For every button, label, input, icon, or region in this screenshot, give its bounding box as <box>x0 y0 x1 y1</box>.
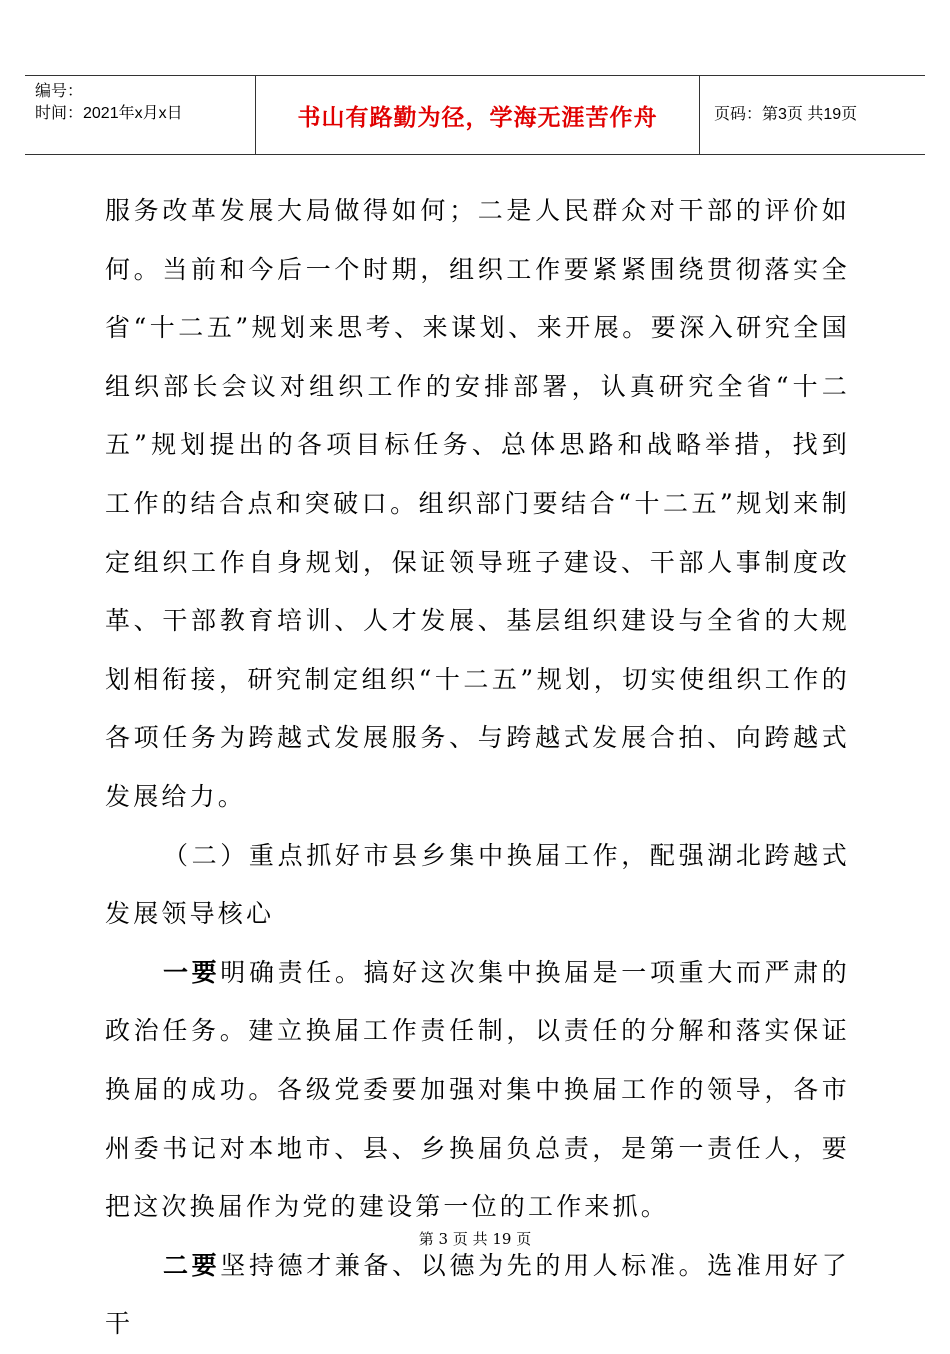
paragraph-4-text: 坚持德才兼备、以德为先的用人标准。选准用好了干 <box>105 1250 851 1339</box>
document-body <box>105 182 850 1354</box>
paragraph-4-lead: 二要 <box>163 1250 221 1280</box>
paragraph-3 <box>105 944 850 1237</box>
paragraph-1: 服务改革发展大局做得如何；二是人民群众对干部的评价如何。当前和今后一个时期，组织工作要紧紧围绕贯彻落实全省“十二五”规划来思考、来谋划、来开展。要深入研究全国组织部长会议对组织工作的安排部署，认真研究全省“十二五”规划提出的各项目标任务、总体思路和战略举措，找到工作的结合点和突破口。组织部门要结合“十二五”规划来制定组织工作自身规划，保证领导班子建设、干部人事制度改革、干部教育培训、人才发展、基层组织建设与全省的大规划相衔接，研究制定组织“十二五”规划，切实使组织工作的各项任务为跨越式发展服务、与跨越式发展合拍、向跨越式发展给力。 <box>105 196 850 811</box>
serial-number-label: 编号： <box>35 83 84 100</box>
paragraph-3-text: 明确责任。搞好这次集中换届是一项重大而严肃的政治任务。建立换届工作责任制，以责任的分解和落实保证换届的成功。各级党委要加强对集中换届工作的领导，各市州委书记对本地市、县、乡换届负总责，是第一责任人，要把这次换届作为党的建设第一位的工作来抓。 <box>105 957 851 1222</box>
header-page-number: 页码：第3页 共19页 <box>714 106 858 123</box>
document-header <box>25 75 925 155</box>
section-heading-2: （二）重点抓好市县乡集中换届工作，配强湖北跨越式发展领导核心 <box>105 840 850 929</box>
header-motto-cell <box>255 76 700 154</box>
paragraph-3-lead: 一要 <box>163 957 221 987</box>
time-label: 时间：2021年x月x日 <box>35 105 183 122</box>
header-page-cell <box>700 76 925 154</box>
header-meta <box>25 76 255 154</box>
paragraph-4 <box>105 1237 850 1354</box>
motto-text: 书山有路勤为径，学海无涯苦作舟 <box>297 103 658 131</box>
page-footer: 第 3 页 共 19 页 <box>418 1230 532 1248</box>
